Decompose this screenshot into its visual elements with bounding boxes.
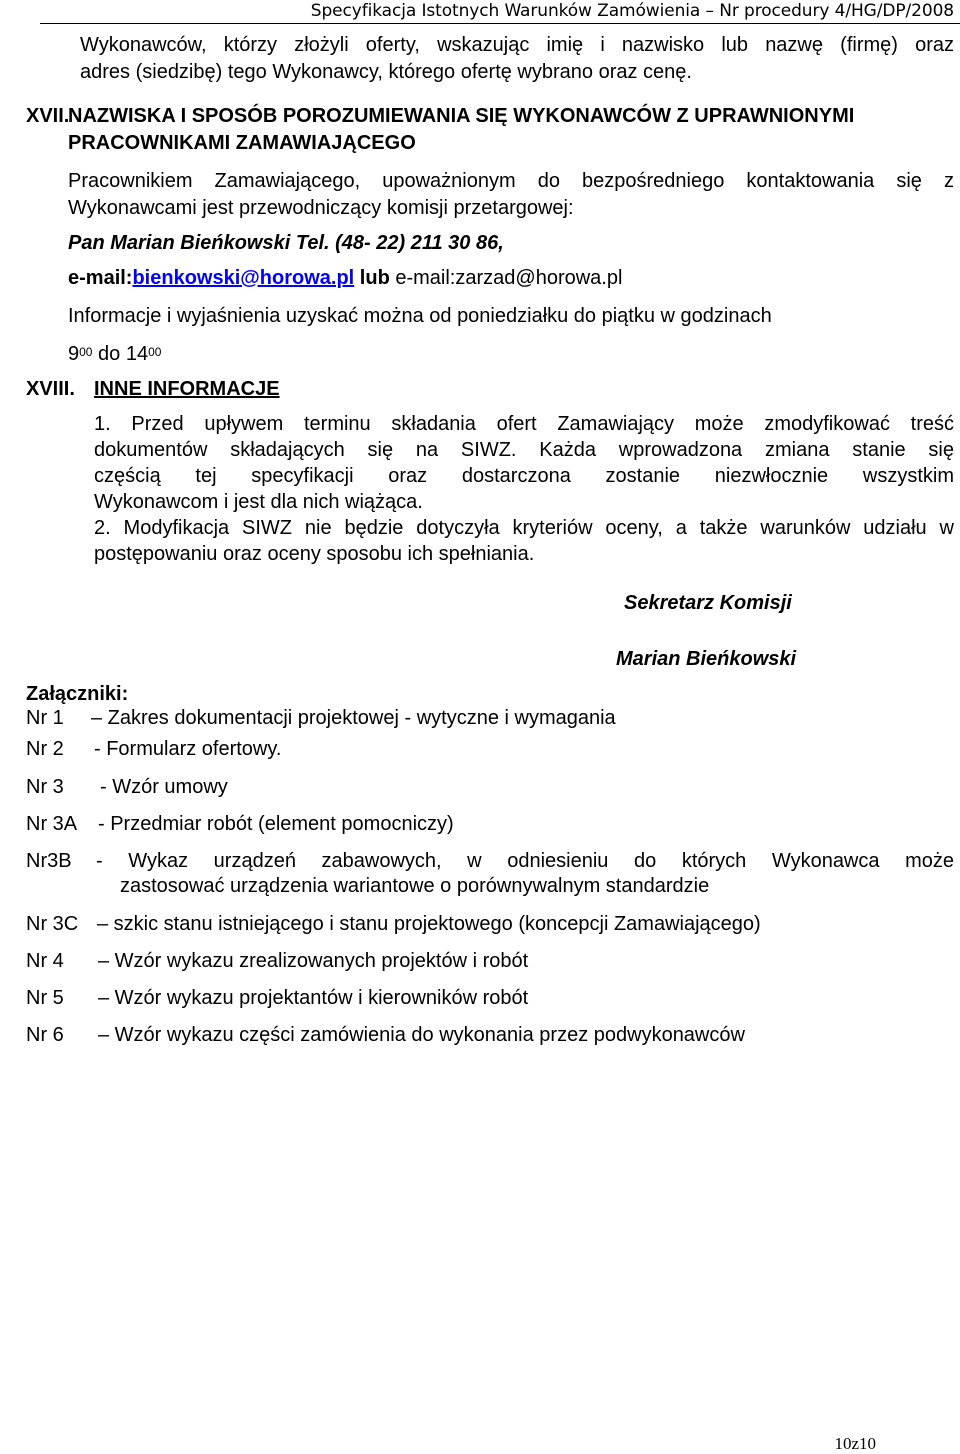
email-prefix: e-mail: [68, 267, 133, 289]
attachment-nr-2: Nr 2 [26, 738, 64, 760]
section-17-para-2: Wykonawcami jest przewodniczący komisji przetargowej: [68, 197, 574, 219]
attachment-nr-5: Nr 5 [26, 987, 64, 1009]
attachment-nr-3b: Nr3B [26, 850, 72, 872]
attachment-text-3c: – szkic stanu istniejącego i stanu projektowego (koncepcji Zamawiającego) [97, 913, 761, 935]
item-1-line-4: Wykonawcom i jest dla nich wiążąca. [94, 491, 423, 513]
email-line [68, 266, 622, 290]
attachment-text-3b: - Wykaz urządzeń zabawowych, w odniesieniu do których Wykonawca może [96, 850, 954, 872]
item-2-line-2: postępowaniu oraz oceny sposobu ich spełniania. [94, 543, 535, 565]
intro-line-1: Wykonawców, którzy złożyli oferty, wskazując imię i nazwisko lub nazwę (firmę) oraz [80, 34, 954, 56]
hours-end-min: 00 [148, 345, 162, 359]
attachment-text-3b-cont: zastosować urządzenia wariantowe o porównywalnym standardzie [120, 875, 710, 897]
email-separator: lub [354, 267, 396, 289]
hours-to: do 14 [98, 343, 149, 365]
attachment-nr-1: Nr 1 [26, 707, 64, 729]
contact-person: Pan Marian Bieńkowski Tel. (48- 22) 211 30 86, [68, 232, 504, 254]
attachment-text-4: – Wzór wykazu zrealizowanych projektów i robót [98, 950, 529, 972]
section-17-title-2: PRACOWNIKAMI ZAMAWIAJĄCEGO [68, 132, 416, 154]
item-1-line-1: 1. Przed upływem terminu składania ofert Zamawiający może zmodyfikować treść [94, 413, 954, 435]
email-link-zarzad[interactable]: zarzad@horowa.pl [455, 267, 623, 289]
item-1-line-2: dokumentów składających się na SIWZ. Każda wprowadzona zmiana stanie się [94, 439, 954, 461]
section-17-number: XVII. [26, 105, 70, 127]
section-17-title-1: NAZWISKA I SPOSÓB POROZUMIEWANIA SIĘ WYKONAWCÓW Z UPRAWNIONYMI [68, 105, 855, 127]
running-header: Specyfikacja Istotnych Warunków Zamówienia – Nr procedury 4/HG/DP/2008 [310, 1, 954, 21]
section-17-para-1: Pracownikiem Zamawiającego, upoważnionym do bezpośredniego kontaktowania się z [68, 170, 954, 192]
section-18-title: INNE INFORMACJE [94, 378, 280, 400]
email-link-bienkowski[interactable]: bienkowski@horowa.pl [132, 267, 355, 289]
hours-start: 9 [68, 343, 80, 365]
attachment-text-3: - Wzór umowy [100, 776, 228, 798]
attachment-text-5: – Wzór wykazu projektantów i kierowników robót [98, 987, 529, 1009]
header-rule [40, 23, 960, 24]
item-2-line-1: 2. Modyfikacja SIWZ nie będzie dotyczyła kryteriów oceny, a także warunków udziału w [94, 517, 954, 539]
page-number: 10z10 [834, 1434, 876, 1453]
info-hours-line: Informacje i wyjaśnienia uzyskać można od poniedziałku do piątku w godzinach [68, 305, 772, 327]
attachment-nr-6: Nr 6 [26, 1024, 64, 1046]
email2-prefix: e-mail: [395, 267, 456, 289]
attachment-text-3a: - Przedmiar robót (element pomocniczy) [98, 813, 454, 835]
attachment-nr-3: Nr 3 [26, 776, 64, 798]
attachment-text-1: – Zakres dokumentacji projektowej - wytyczne i wymagania [91, 707, 616, 729]
hours-range [68, 342, 161, 366]
signature-role: Sekretarz Komisji [624, 592, 792, 614]
hours-start-min: 00 [79, 345, 93, 359]
attachment-text-6: – Wzór wykazu części zamówienia do wykonania przez podwykonawców [98, 1024, 745, 1046]
section-18-number: XVIII. [26, 378, 75, 400]
attachments-heading: Załączniki: [26, 683, 129, 705]
item-1-line-3: częścią tej specyfikacji oraz dostarczona zostanie niezwłocznie wszystkim [94, 465, 954, 487]
attachment-nr-3a: Nr 3A [26, 813, 78, 835]
attachment-nr-3c: Nr 3C [26, 913, 79, 935]
signature-name: Marian Bieńkowski [616, 648, 797, 670]
attachment-text-2: - Formularz ofertowy. [94, 738, 282, 760]
intro-line-2: adres (siedzibę) tego Wykonawcy, którego ofertę wybrano oraz cenę. [80, 61, 692, 83]
attachment-nr-4: Nr 4 [26, 950, 64, 972]
